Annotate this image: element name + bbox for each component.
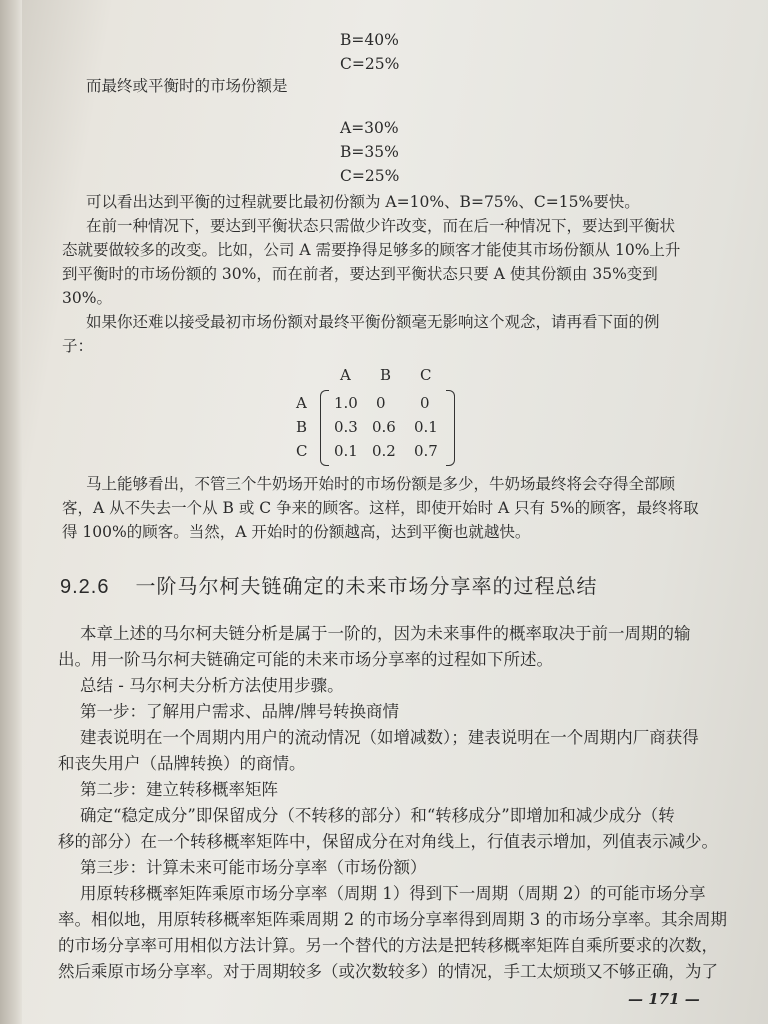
share-b-before: B=40%	[340, 31, 399, 49]
step-two-heading: 第二步：建立转移概率矩阵	[80, 780, 278, 799]
paragraph-line: 在前一种情况下，要达到平衡状态只需做少许改变，而在后一种情况下，要达到平衡状	[86, 217, 676, 235]
matrix-cell: 0	[420, 394, 430, 412]
book-spine-shadow	[0, 0, 22, 1024]
transition-matrix	[296, 366, 476, 466]
share-b-final: B=35%	[340, 143, 399, 161]
matrix-cell: 1.0	[334, 394, 358, 412]
matrix-col-header: B	[380, 366, 392, 384]
matrix-cell: 0.3	[334, 418, 358, 436]
equilibrium-intro: 而最终或平衡时的市场份额是	[86, 77, 288, 95]
body-line: 建表说明在一个周期内用户的流动情况（如增减数）；建表说明在一个周期内厂商获得	[80, 728, 699, 747]
body-line: 的市场分享率可用相似方法计算。另一个替代的方法是把转移概率矩阵自乘所要求的次数，	[58, 936, 718, 955]
paragraph-line: 态就要做较多的改变。比如，公司 A 需要挣得足够多的顾客才能使其市场份额从 10%上升	[62, 241, 681, 259]
matrix-right-bracket	[446, 390, 455, 466]
matrix-cell: 0.1	[414, 418, 438, 436]
share-a-final: A=30%	[340, 119, 399, 137]
matrix-cell: 0.6	[372, 418, 396, 436]
body-line: 然后乘原市场分享率。对于周期较多（或次数较多）的情况，手工太烦琐又不够正确，为了	[58, 962, 718, 981]
body-line: 移的部分）在一个转移概率矩阵中，保留成分在对角线上，行值表示增加，列值表示减少。	[58, 832, 718, 851]
paragraph-line: 得 100%的顾客。当然，A 开始时的份额越高，达到平衡也就越快。	[62, 523, 531, 541]
paragraph-line: 30%。	[62, 289, 112, 307]
matrix-row-header: B	[296, 418, 308, 436]
matrix-row-header: C	[296, 442, 308, 460]
paragraph-line: 到平衡时的市场份额的 30%，而在前者，要达到平衡状态只要 A 使其份额由 35%变到	[62, 265, 658, 283]
paragraph-line: 可以看出达到平衡的过程就要比最初份额为 A=10%、B=75%、C=15%要快。	[86, 193, 640, 211]
share-c-before: C=25%	[340, 55, 400, 73]
section-title: 一阶马尔柯夫链确定的未来市场分享率的过程总结	[135, 574, 598, 598]
body-line: 出。用一阶马尔柯夫链确定可能的未来市场分享率的过程如下所述。	[58, 650, 553, 669]
matrix-cell: 0.7	[414, 442, 438, 460]
matrix-cell: 0.2	[372, 442, 396, 460]
body-line: 和丧失用户（品牌转换）的商情。	[58, 754, 306, 773]
paragraph-line: 客，A 从不失去一个从 B 或 C 争来的顾客。这样，即使开始时 A 只有 5%的顾客，最终将取	[62, 499, 699, 517]
paragraph-line: 马上能够看出，不管三个牛奶场开始时的市场份额是多少，牛奶场最终将会夺得全部顾	[86, 475, 676, 493]
section-number: 9.2.6	[60, 576, 110, 598]
matrix-col-header: A	[340, 366, 351, 384]
body-line: 用原转移概率矩阵乘原市场分享率（周期 1）得到下一周期（周期 2）的可能市场分享	[80, 884, 706, 903]
matrix-left-bracket	[320, 390, 329, 466]
step-one-heading: 第一步：了解用户需求、品牌/牌号转换商情	[80, 702, 400, 721]
body-line: 确定“稳定成分”即保留成分（不转移的部分）和“转移成分”即增加和减少成分（转	[80, 806, 675, 825]
body-line: 率。相似地，用原转移概率矩阵乘周期 2 的市场分享率得到周期 3 的市场分享率。其余周期	[58, 910, 727, 929]
section-heading	[60, 570, 597, 599]
body-line: 本章上述的马尔柯夫链分析是属于一阶的，因为未来事件的概率取决于前一周期的输	[80, 624, 691, 643]
page-number: — 171 —	[628, 990, 700, 1008]
matrix-cell: 0.1	[334, 442, 358, 460]
matrix-col-header: C	[420, 366, 432, 384]
matrix-row-header: A	[296, 394, 307, 412]
share-c-final: C=25%	[340, 167, 400, 185]
step-three-heading: 第三步：计算未来可能市场分享率（市场份额）	[80, 858, 427, 877]
matrix-cell: 0	[376, 394, 386, 412]
paragraph-line: 子：	[62, 337, 94, 355]
body-line: 总结 - 马尔柯夫分析方法使用步骤。	[80, 676, 344, 695]
paragraph-line: 如果你还难以接受最初市场份额对最终平衡份额毫无影响这个观念，请再看下面的例	[86, 313, 660, 331]
